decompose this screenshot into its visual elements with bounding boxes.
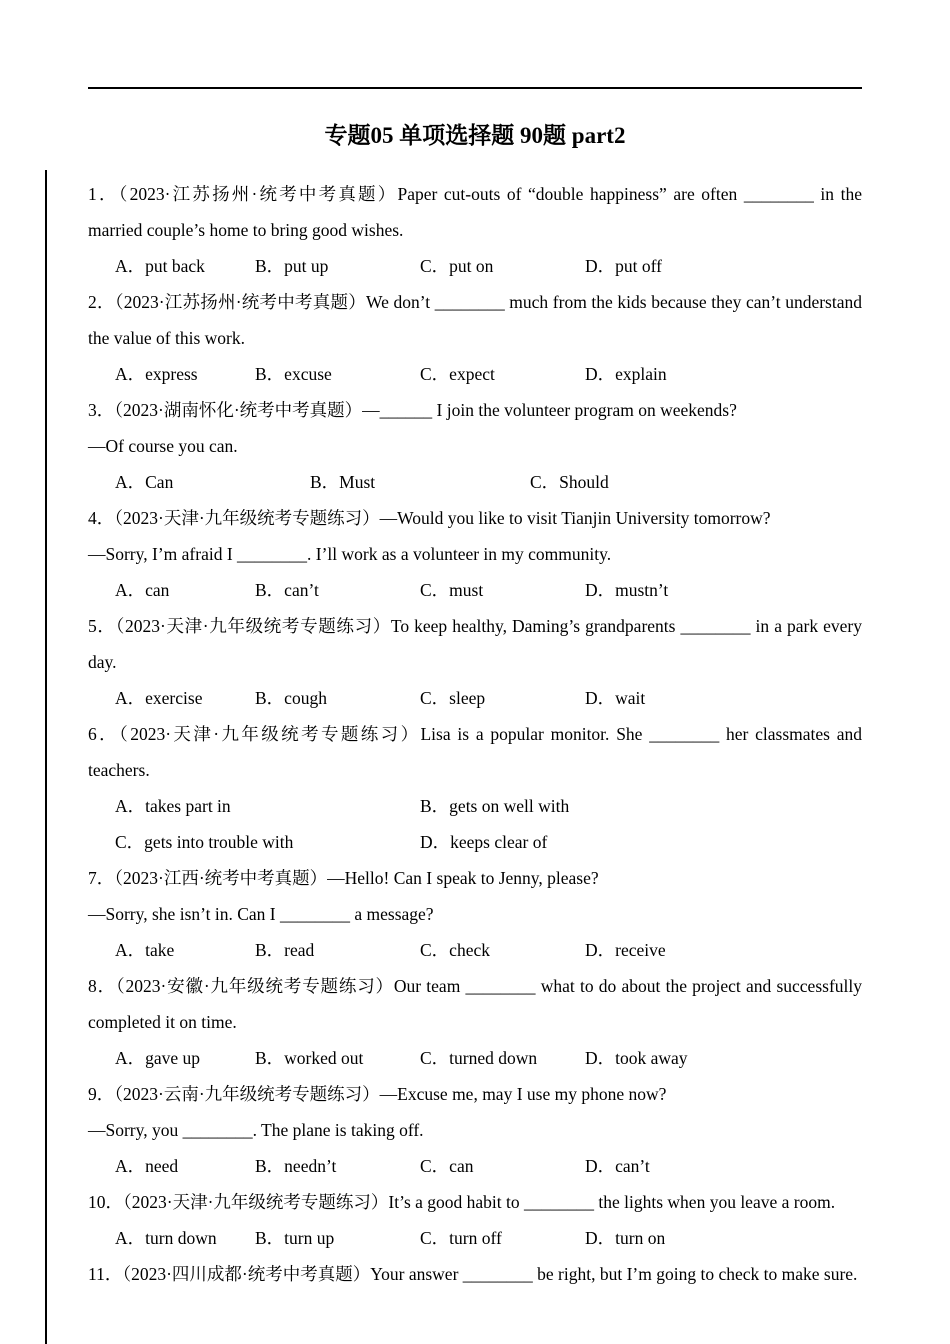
question-stem: 10．（2023·天津·九年级统考专题练习）It’s a good habit to ________ the lights when you leave a room. bbox=[88, 1192, 836, 1212]
question-stem: 2．（2023·江苏扬州·统考中考真题）We don’t ________ much from the kids because they can’t understand the value of this work. bbox=[88, 292, 862, 348]
option-row bbox=[88, 1220, 862, 1256]
option-row bbox=[88, 932, 862, 968]
option-b: B．Must bbox=[310, 472, 376, 492]
question-2 bbox=[88, 284, 862, 392]
option-row bbox=[88, 824, 862, 860]
option-c: C．sleep bbox=[420, 688, 486, 708]
option-row bbox=[88, 356, 862, 392]
question-stem: 6．（2023·天津·九年级统考专题练习）Lisa is a popular monitor. She ________ her classmates and teachers. bbox=[88, 724, 862, 780]
option-b: B．cough bbox=[255, 688, 327, 708]
question-8 bbox=[88, 968, 862, 1076]
question-stem: —Sorry, I’m afraid I ________. I’ll work as a volunteer in my community. bbox=[88, 544, 612, 564]
question-stem: —Of course you can. bbox=[88, 436, 238, 456]
option-a: A．turn down bbox=[115, 1228, 217, 1248]
option-row bbox=[88, 248, 862, 284]
option-c: C．gets into trouble with bbox=[115, 832, 294, 852]
option-b: B．can’t bbox=[255, 580, 319, 600]
option-row bbox=[88, 464, 862, 500]
option-c: C．turn off bbox=[420, 1228, 502, 1248]
option-d: D．explain bbox=[585, 364, 667, 384]
option-row bbox=[88, 1148, 862, 1184]
option-d: D．turn on bbox=[585, 1228, 666, 1248]
option-d: D．can’t bbox=[585, 1156, 650, 1176]
question-4 bbox=[88, 500, 862, 608]
option-a: A．can bbox=[115, 580, 170, 600]
option-b: B．read bbox=[255, 940, 315, 960]
option-b: B．needn’t bbox=[255, 1156, 337, 1176]
option-a: A．put back bbox=[115, 256, 205, 276]
question-stem: 5．（2023·天津·九年级统考专题练习）To keep healthy, Daming’s grandparents ________ in a park every day. bbox=[88, 616, 862, 672]
question-6 bbox=[88, 716, 862, 860]
option-b: B．put up bbox=[255, 256, 329, 276]
option-a: A．express bbox=[115, 364, 198, 384]
question-list bbox=[88, 176, 862, 1292]
question-10 bbox=[88, 1184, 862, 1256]
option-row bbox=[88, 572, 862, 608]
option-d: D．keeps clear of bbox=[420, 832, 548, 852]
question-stem: 7．（2023·江西·统考中考真题）—Hello! Can I speak to Jenny, please? bbox=[88, 868, 599, 888]
option-row bbox=[88, 1040, 862, 1076]
question-3 bbox=[88, 392, 862, 500]
option-c: C．expect bbox=[420, 364, 495, 384]
option-a: A．take bbox=[115, 940, 175, 960]
option-b: B．excuse bbox=[255, 364, 332, 384]
option-d: D．wait bbox=[585, 688, 646, 708]
option-c: C．put on bbox=[420, 256, 494, 276]
option-d: D．put off bbox=[585, 256, 662, 276]
question-11 bbox=[88, 1256, 862, 1292]
option-a: A．gave up bbox=[115, 1048, 201, 1068]
question-stem: 11．（2023·四川成都·统考中考真题）Your answer ________ be right, but I’m going to check to make sure. bbox=[88, 1264, 858, 1284]
option-a: A．exercise bbox=[115, 688, 203, 708]
option-row bbox=[88, 788, 862, 824]
question-5 bbox=[88, 608, 862, 716]
option-b: B．turn up bbox=[255, 1228, 335, 1248]
page-title: 专题05 单项选择题 90题 part2 bbox=[324, 123, 626, 148]
option-c: C．must bbox=[420, 580, 484, 600]
option-c: C．check bbox=[420, 940, 490, 960]
header-divider bbox=[88, 87, 862, 89]
question-stem: 8．（2023·安徽·九年级统考专题练习）Our team ________ what to do about the project and successfully completed it on time. bbox=[88, 976, 862, 1032]
option-c: C．can bbox=[420, 1156, 474, 1176]
option-d: D．receive bbox=[585, 940, 666, 960]
option-b: B．worked out bbox=[255, 1048, 364, 1068]
question-stem: —Sorry, you ________. The plane is taking off. bbox=[88, 1120, 424, 1140]
question-1 bbox=[88, 176, 862, 284]
question-stem: 1．（2023·江苏扬州·统考中考真题）Paper cut-outs of “double happiness” are often ________ in the married couple’s home to bring good wishes. bbox=[88, 184, 862, 240]
option-a: A．Can bbox=[115, 472, 174, 492]
option-a: A．need bbox=[115, 1156, 179, 1176]
page-left-border bbox=[45, 170, 47, 1344]
option-c: C．Should bbox=[530, 472, 609, 492]
option-c: C．turned down bbox=[420, 1048, 538, 1068]
option-d: D．took away bbox=[585, 1048, 688, 1068]
question-9 bbox=[88, 1076, 862, 1184]
question-stem: 9．（2023·云南·九年级统考专题练习）—Excuse me, may I use my phone now? bbox=[88, 1084, 667, 1104]
question-7 bbox=[88, 860, 862, 968]
option-d: D．mustn’t bbox=[585, 580, 669, 600]
question-stem: 3．（2023·湖南怀化·统考中考真题）—______ I join the volunteer program on weekends? bbox=[88, 400, 737, 420]
option-a: A．takes part in bbox=[115, 796, 231, 816]
option-row bbox=[88, 680, 862, 716]
question-stem: —Sorry, she isn’t in. Can I ________ a message? bbox=[88, 904, 434, 924]
option-b: B．gets on well with bbox=[420, 796, 570, 816]
question-stem: 4．（2023·天津·九年级统考专题练习）—Would you like to visit Tianjin University tomorrow? bbox=[88, 508, 771, 528]
